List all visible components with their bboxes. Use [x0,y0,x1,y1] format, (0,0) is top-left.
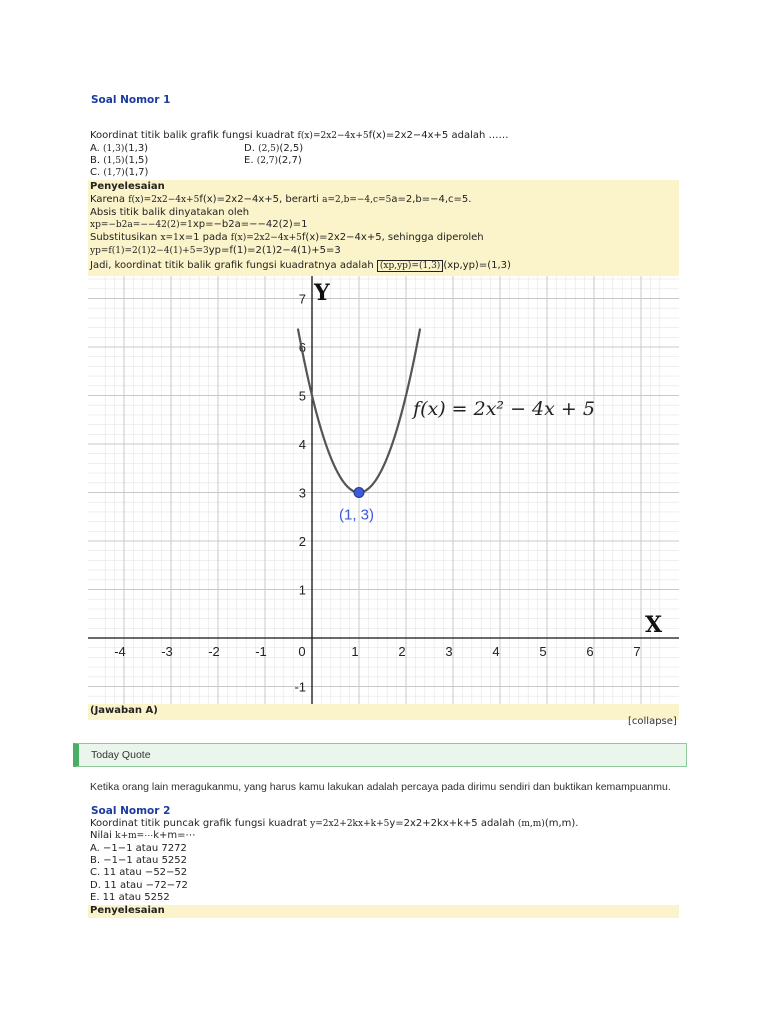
y-axis-label: Y [314,280,330,306]
y-tick-label: 3 [298,485,306,501]
vertex-point [354,488,364,498]
solution-line-3: xp=−b2a=−−42(2)=1xp=−b2a=−−42(2)=1 [90,219,308,230]
x-tick-label: -2 [208,644,220,659]
x-axis-label: X [645,612,663,638]
soal2-title: Soal Nomor 2 [91,805,171,817]
x-tick-label: 3 [445,644,453,659]
x-tick-label: 4 [492,644,500,659]
soal1-option-a: A. (1,3)(1,3) [90,143,149,154]
soal2-option-e: E. 11 atau 5252 [90,892,170,903]
function-label: f(x) = 2x² − 4x + 5 [413,397,595,420]
solution-line-2: Absis titik balik dinyatakan oleh [90,207,250,218]
x-tick-label: -4 [114,644,126,659]
y-tick-label: 1 [298,582,306,598]
today-quote-title: Today Quote [91,749,151,761]
collapse-link[interactable]: [collapse] [628,716,677,727]
y-tick-label: 4 [298,437,306,452]
x-tick-label: 1 [351,644,359,659]
solution-line-6: Jadi, koordinat titik balik grafik fungsi kuadratnya adalah (xp,yp)=(1,3) (xp,yp)=(1,3) [90,260,511,271]
y-tick-label: 2 [298,534,306,549]
soal2-question: Koordinat titik puncak grafik fungsi kuadrat y=2x2+2kx+k+5y=2x2+2kx+k+5 adalah (m,m)(m,m). [90,818,579,829]
soal1-option-b: B. (1,5)(1,5) [90,155,149,166]
y-tick-label: 5 [298,388,306,404]
soal1-option-c: C. (1,7)(1,7) [90,167,149,178]
soal2-option-d: D. 11 atau −72−72 [90,880,188,891]
y-tick-label: 6 [298,340,306,355]
soal2-option-c: C. 11 atau −52−52 [90,867,188,878]
x-tick-label: 5 [539,644,547,659]
vertex-label: (1, 3) [339,506,375,524]
soal2-solution-header: Penyelesaian [90,905,165,916]
graph-background [88,276,679,704]
soal2-option-a: A. −1−1 atau 7272 [90,843,187,854]
x-tick-label: 0 [298,644,306,659]
soal1-answer: (Jawaban A) [90,705,158,716]
x-tick-label: -3 [161,644,173,659]
parabola-graph [88,276,679,704]
x-tick-label: 7 [633,644,641,659]
soal1-question: Koordinat titik balik grafik fungsi kuadrat f(x)=2x2−4x+5f(x)=2x2−4x+5 adalah …… [90,130,509,141]
soal2-nilai: Nilai k+m=⋯k+m=⋯ [90,830,196,841]
soal2-solution-box [88,905,679,918]
solution-line-5: yp=f(1)=2(1)2−4(1)+5=3yp=f(1)=2(1)2−4(1)+5=3 [90,245,341,256]
soal1-option-d: D. (2,5)(2,5) [244,143,304,154]
today-quote-header [73,743,687,767]
solution-line-4: Substitusikan x=1x=1 pada f(x)=2x2−4x+5f(x)=2x2−4x+5, sehingga diperoleh [90,232,484,243]
soal1-solution-header: Penyelesaian [90,181,165,192]
solution-line-1: Karena f(x)=2x2−4x+5f(x)=2x2−4x+5, berarti a=2,b=−4,c=5a=2,b=−4,c=5. [90,194,472,205]
today-quote-text: Ketika orang lain meragukanmu, yang harus kamu lakukan adalah percaya pada dirimu sendiri dan buktikan kemampuanmu. [90,781,671,793]
x-tick-label: 6 [586,644,594,659]
x-tick-label: -1 [255,644,267,659]
y-tick-label: -1 [294,679,306,695]
soal1-option-e: E. (2,7)(2,7) [244,155,302,166]
x-tick-label: 2 [398,644,406,659]
soal2-option-b: B. −1−1 atau 5252 [90,855,188,866]
soal1-title: Soal Nomor 1 [91,94,171,106]
y-tick-label: 7 [298,291,306,307]
